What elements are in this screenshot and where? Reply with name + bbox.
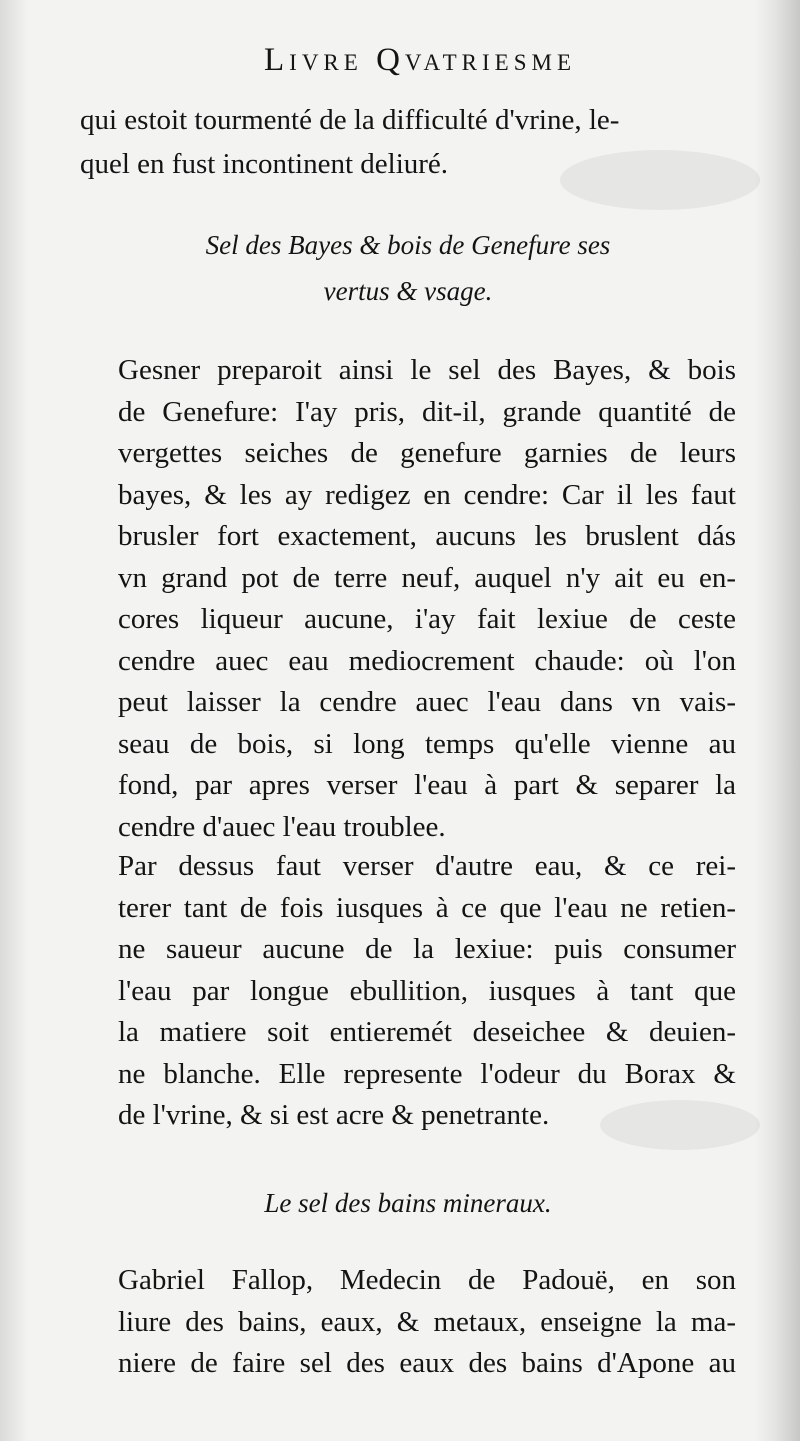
text-line: bayes, & les ay redigez en cendre: Car il les faut — [118, 478, 736, 511]
running-head: Livre Qvatriesme — [264, 42, 576, 78]
section-heading-bains: Le sel des bains mineraux. — [264, 1188, 552, 1218]
text-line: vn grand pot de terre neuf, auquel n'y ait eu en- — [118, 561, 736, 594]
paper-stain — [600, 1100, 760, 1150]
text-line: ne blanche. Elle represente l'odeur du Borax & — [118, 1057, 736, 1090]
heading-line: vertus & vsage. — [323, 276, 493, 306]
text-line: cores liqueur aucune, i'ay fait lexiue de ceste — [118, 603, 736, 635]
text-line: brusler fort exactement, aucuns les bruslent dás — [118, 520, 736, 552]
gutter-shadow — [0, 0, 28, 1441]
text-line: terer tant de fois iusques à ce que l'eau ne retien- — [118, 891, 736, 924]
text-line: de Genefure: I'ay pris, dit-il, grande quantité de — [118, 395, 736, 428]
text-line: qui estoit tourmenté de la difficulté d'vrine, le- — [80, 104, 620, 136]
text-line: vergettes seiches de genefure garnies de leurs — [118, 437, 736, 469]
paragraph-fallop — [80, 1260, 736, 1385]
paragraph-lexiue — [80, 846, 736, 1137]
page-edge-shadow — [754, 0, 800, 1441]
heading-line: Sel des Bayes & bois de Genefure ses — [205, 230, 611, 260]
text-line: Gesner preparoit ainsi le sel des Bayes, & bois — [118, 354, 736, 386]
text-line: ne saueur aucune de la lexiue: puis consumer — [118, 933, 736, 965]
text-line: cendre d'auec l'eau troublee. — [118, 810, 446, 843]
text-line: cendre auec eau mediocrement chaude: où l'on — [118, 644, 736, 677]
paper-stain — [560, 150, 760, 210]
text-line: quel en fust incontinent deliuré. — [80, 148, 449, 180]
text-line: Par dessus faut verser d'autre eau, & ce rei- — [118, 850, 736, 882]
text-line: l'eau par longue ebullition, iusques à tant que — [118, 974, 736, 1007]
text-line: de l'vrine, & si est acre & penetrante. — [118, 1099, 550, 1131]
text-line: Gabriel Fallop, Medecin de Padouë, en son — [118, 1264, 736, 1296]
text-line: niere de faire sel des eaux des bains d'Apone au — [118, 1347, 736, 1379]
section-heading-genefure — [80, 222, 736, 314]
paragraph-gesner — [80, 350, 736, 848]
text-line: peut laisser la cendre auec l'eau dans vn vais- — [118, 686, 736, 718]
text-line: seau de bois, si long temps qu'elle vienne au — [118, 727, 736, 760]
text-line: fond, par apres verser l'eau à part & separer la — [118, 769, 736, 801]
text-line: liure des bains, eaux, & metaux, enseigne la ma- — [118, 1305, 736, 1338]
text-line: la matiere soit entieremét deseichee & deuien- — [118, 1016, 736, 1048]
